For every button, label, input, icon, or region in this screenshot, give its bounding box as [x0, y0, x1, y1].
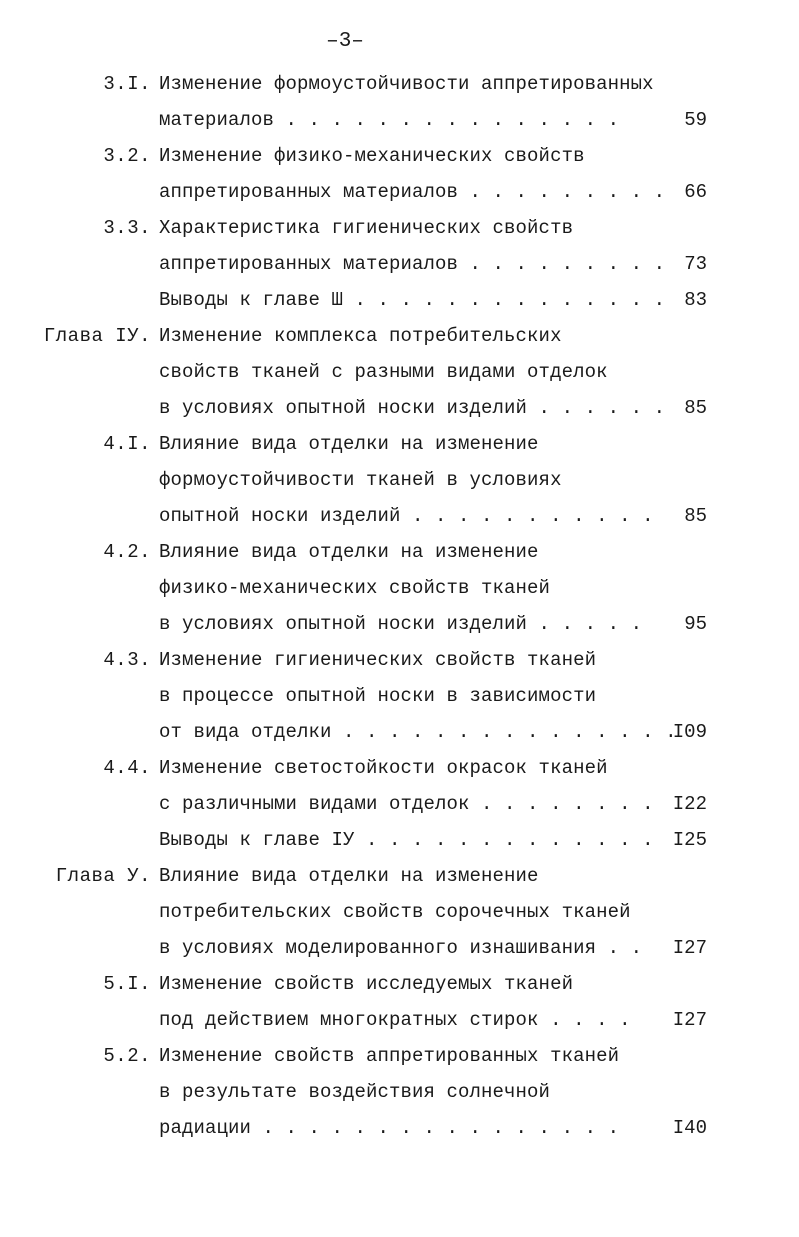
toc-line	[0, 426, 799, 462]
toc-title-line: свойств тканей с разными видами отделок	[159, 361, 608, 383]
toc-title-line: Характеристика гигиенических свойств	[159, 217, 574, 239]
toc-page-number: I22	[672, 793, 707, 815]
toc-title-line: в условиях опытной носки изделий . . . . .	[159, 613, 643, 635]
toc-title-line: с различными видами отделок . . . . . . . .	[159, 793, 654, 815]
toc-line	[0, 1110, 799, 1146]
toc-entry	[0, 750, 799, 822]
toc-title-line: под действием многократных стирок . . . .	[159, 1009, 631, 1031]
toc-title-line: от вида отделки . . . . . . . . . . . . . . .	[159, 721, 677, 743]
toc-section-number: 4.2.	[103, 541, 151, 563]
toc-title-line: Влияние вида отделки на изменение	[159, 865, 539, 887]
toc-section-number: Глава IУ.	[43, 325, 151, 347]
toc-title-line: в условиях опытной носки изделий . . . . . .	[159, 397, 666, 419]
toc-title-line: Изменение физико-механических свойств	[159, 145, 585, 167]
toc-section-number: Глава У.	[55, 865, 151, 887]
toc-title-line: материалов . . . . . . . . . . . . . . .	[159, 109, 620, 131]
toc-entry	[0, 642, 799, 750]
toc-title-line: формоустойчивости тканей в условиях	[159, 469, 562, 491]
toc-entry	[0, 858, 799, 966]
toc-line	[0, 66, 799, 102]
toc-entry	[0, 822, 799, 858]
toc-page-number: I09	[672, 721, 707, 743]
toc-title-line: Изменение свойств аппретированных тканей	[159, 1045, 620, 1067]
toc-entry	[0, 282, 799, 318]
toc-line	[0, 606, 799, 642]
toc-page-number: 59	[684, 109, 707, 131]
toc-line	[0, 390, 799, 426]
toc-page-number: I25	[672, 829, 707, 851]
toc-title-line: Выводы к главе Ш . . . . . . . . . . . . . .	[159, 289, 666, 311]
toc-section-number: 4.3.	[103, 649, 151, 671]
toc-section-number: 3.I.	[103, 73, 151, 95]
toc-line	[0, 714, 799, 750]
toc-title-line: радиации . . . . . . . . . . . . . . . .	[159, 1117, 620, 1139]
toc-line	[0, 1038, 799, 1074]
toc-entry	[0, 1038, 799, 1146]
toc-title-line: Изменение формоустойчивости аппретированных	[159, 73, 654, 95]
toc-line	[0, 930, 799, 966]
toc-page-number: 66	[684, 181, 707, 203]
toc-line	[0, 534, 799, 570]
toc-line	[0, 318, 799, 354]
toc-line	[0, 642, 799, 678]
toc-line	[0, 894, 799, 930]
page-number: –3–	[326, 30, 364, 53]
toc-entry	[0, 138, 799, 210]
toc-page-number: I40	[672, 1117, 707, 1139]
toc-page-number: I27	[672, 1009, 707, 1031]
toc-title-line: Изменение свойств исследуемых тканей	[159, 973, 574, 995]
toc-entry	[0, 966, 799, 1038]
toc-title-line: в результате воздействия солнечной	[159, 1081, 551, 1103]
toc-page-number: 85	[684, 397, 707, 419]
toc-entry	[0, 318, 799, 426]
toc-entry	[0, 534, 799, 642]
toc-line	[0, 246, 799, 282]
toc-section-number: 4.4.	[103, 757, 151, 779]
table-of-contents	[0, 66, 799, 1146]
toc-line	[0, 966, 799, 1002]
toc-title-line: в процессе опытной носки в зависимости	[159, 685, 597, 707]
toc-line	[0, 786, 799, 822]
toc-line	[0, 210, 799, 246]
toc-title-line: Изменение комплекса потребительских	[159, 325, 562, 347]
toc-title-line: в условиях моделированного изнашивания . .	[159, 937, 643, 959]
toc-line	[0, 750, 799, 786]
toc-title-line: Влияние вида отделки на изменение	[159, 541, 539, 563]
toc-title-line: опытной носки изделий . . . . . . . . . . .	[159, 505, 654, 527]
toc-entry	[0, 426, 799, 534]
toc-line	[0, 174, 799, 210]
toc-line	[0, 102, 799, 138]
toc-line	[0, 282, 799, 318]
toc-page-number: 73	[684, 253, 707, 275]
toc-entry	[0, 66, 799, 138]
toc-title-line: аппретированных материалов . . . . . . . . .	[159, 253, 666, 275]
toc-line	[0, 498, 799, 534]
toc-line	[0, 462, 799, 498]
toc-section-number: 5.2.	[103, 1045, 151, 1067]
toc-title-line: физико-механических свойств тканей	[159, 577, 551, 599]
toc-page-number: 85	[684, 505, 707, 527]
toc-line	[0, 354, 799, 390]
toc-page-number: 95	[684, 613, 707, 635]
toc-section-number: 5.I.	[103, 973, 151, 995]
toc-title-line: Выводы к главе IУ . . . . . . . . . . . . .	[159, 829, 654, 851]
toc-line	[0, 678, 799, 714]
toc-line	[0, 1002, 799, 1038]
toc-entry	[0, 210, 799, 282]
toc-line	[0, 1074, 799, 1110]
toc-title-line: Изменение светостойкости окрасок тканей	[159, 757, 608, 779]
toc-title-line: Влияние вида отделки на изменение	[159, 433, 539, 455]
toc-section-number: 3.2.	[103, 145, 151, 167]
toc-line	[0, 858, 799, 894]
toc-line	[0, 822, 799, 858]
toc-title-line: аппретированных материалов . . . . . . . . .	[159, 181, 666, 203]
toc-section-number: 4.I.	[103, 433, 151, 455]
toc-line	[0, 570, 799, 606]
toc-page-number: 83	[684, 289, 707, 311]
toc-page-number: I27	[672, 937, 707, 959]
toc-line	[0, 138, 799, 174]
toc-title-line: Изменение гигиенических свойств тканей	[159, 649, 597, 671]
toc-section-number: 3.3.	[103, 217, 151, 239]
toc-title-line: потребительских свойств сорочечных тканей	[159, 901, 631, 923]
